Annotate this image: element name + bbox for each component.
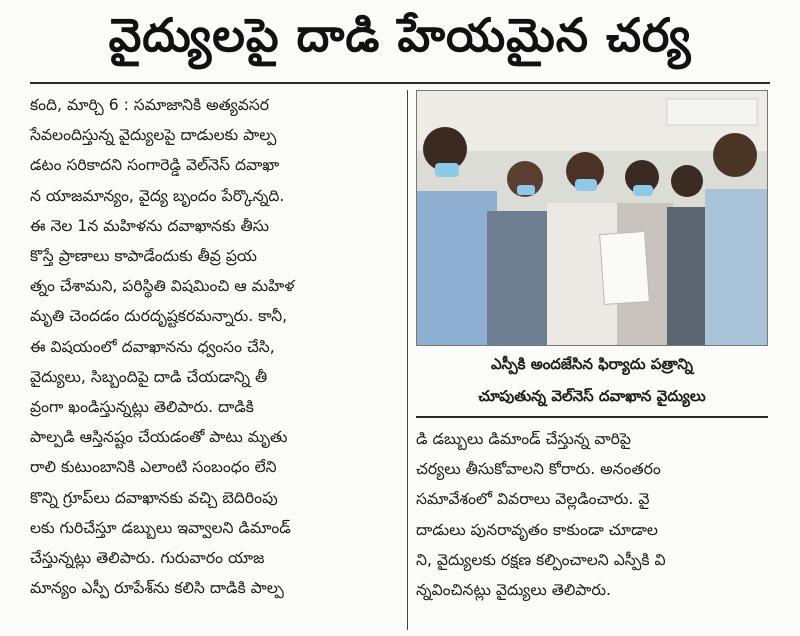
body-line: సమావేశంలో వివరాలు వెల్లడించారు. వై bbox=[416, 490, 650, 509]
body-line: ఈ విషయంలో దవాఖానను ధ్వంసం చేసి, bbox=[30, 337, 275, 356]
article-right-column bbox=[416, 424, 768, 605]
column-divider bbox=[407, 90, 408, 630]
body-line: వ్రంగా ఖండిస్తున్నట్లు తెలిపారు. దాడికి bbox=[30, 398, 254, 417]
body-line: చర్యలు తీసుకోవాలని కోరారు. అనంతరం bbox=[416, 460, 661, 479]
body-line: సేవలందిస్తున్న వైద్యులపై దాడులకు పాల్ప bbox=[30, 126, 277, 145]
body-line: కొన్ని గ్రూప్‌లు దవాఖానకు వచ్చి బెదిరింపు bbox=[30, 488, 278, 507]
body-line: దాడులు పునరావృతం కాకుండా చూడాల bbox=[416, 520, 658, 539]
body-line: న్నవించినట్లు వైద్యులు తెలిపారు. bbox=[416, 581, 611, 600]
body-line: కొస్తే ప్రాణాలు కాపాడేందుకు తీవ్ర ప్రయ bbox=[30, 247, 257, 266]
body-line: డటం సరికాదని సంగారెడ్డి వెల్‌నెస్ దవాఖా bbox=[30, 156, 280, 175]
body-line: రాలి కుటుంబానికి ఎలాంటి సంబంధం లేని bbox=[30, 458, 277, 477]
body-line: మృతి చెందడం దురదృష్టకరమన్నారు. కానీ, bbox=[30, 307, 288, 326]
caption-line: చూపుతున్న వెల్‌నెస్ దవాఖాన వైద్యులు bbox=[478, 387, 706, 405]
photo-caption bbox=[416, 348, 768, 412]
body-line: త్నం చేశామని, పరిస్థితి విషమించి ఆ మహిళ bbox=[30, 277, 295, 296]
caption-rule bbox=[416, 416, 768, 418]
news-photo bbox=[416, 90, 768, 346]
body-line: చేస్తున్నట్లు తెలిపారు. గురువారం యాజ bbox=[30, 549, 265, 568]
body-line: మాన్యం ఎస్పీ రూపేశ్‌ను కలిసి దాడికి పాల్ప bbox=[30, 579, 284, 598]
doctors-photo-illustration bbox=[417, 91, 767, 345]
body-line: పాల్పడి ఆస్తినష్టం చేయడంతో పాటు మృతు bbox=[30, 428, 288, 447]
body-line: డి డబ్బులు డిమాండ్ చేస్తున్న వారిపై bbox=[416, 430, 631, 448]
headline-rule bbox=[30, 82, 770, 84]
body-line: ఈ నెల 1న మహిళను దవాఖానకు తీసు bbox=[30, 216, 270, 235]
body-line: న యాజమాన్యం, వైద్య బృందం పేర్కొన్నది. bbox=[30, 186, 285, 205]
article-left-column bbox=[30, 90, 402, 603]
body-line: వైద్యులు, సిబ్బందిపై దాడి చేయడాన్ని తీ bbox=[30, 367, 268, 386]
body-line: ని, వైద్యులకు రక్షణ కల్పించాలని ఎస్పీకి వి bbox=[416, 550, 666, 569]
body-line: లకు గురిచేస్తూ డబ్బులు ఇవ్వాలని డిమాండ్ bbox=[30, 518, 291, 537]
headline: వైద్యులపై దాడి హేయమైన చర్య bbox=[108, 8, 692, 62]
body-line: కంది, మార్చి 6 : సమాజానికి అత్యవసర bbox=[30, 96, 270, 114]
caption-line: ఎస్పీకి అందజేసిన ఫిర్యాదు పత్రాన్ని bbox=[491, 355, 693, 373]
